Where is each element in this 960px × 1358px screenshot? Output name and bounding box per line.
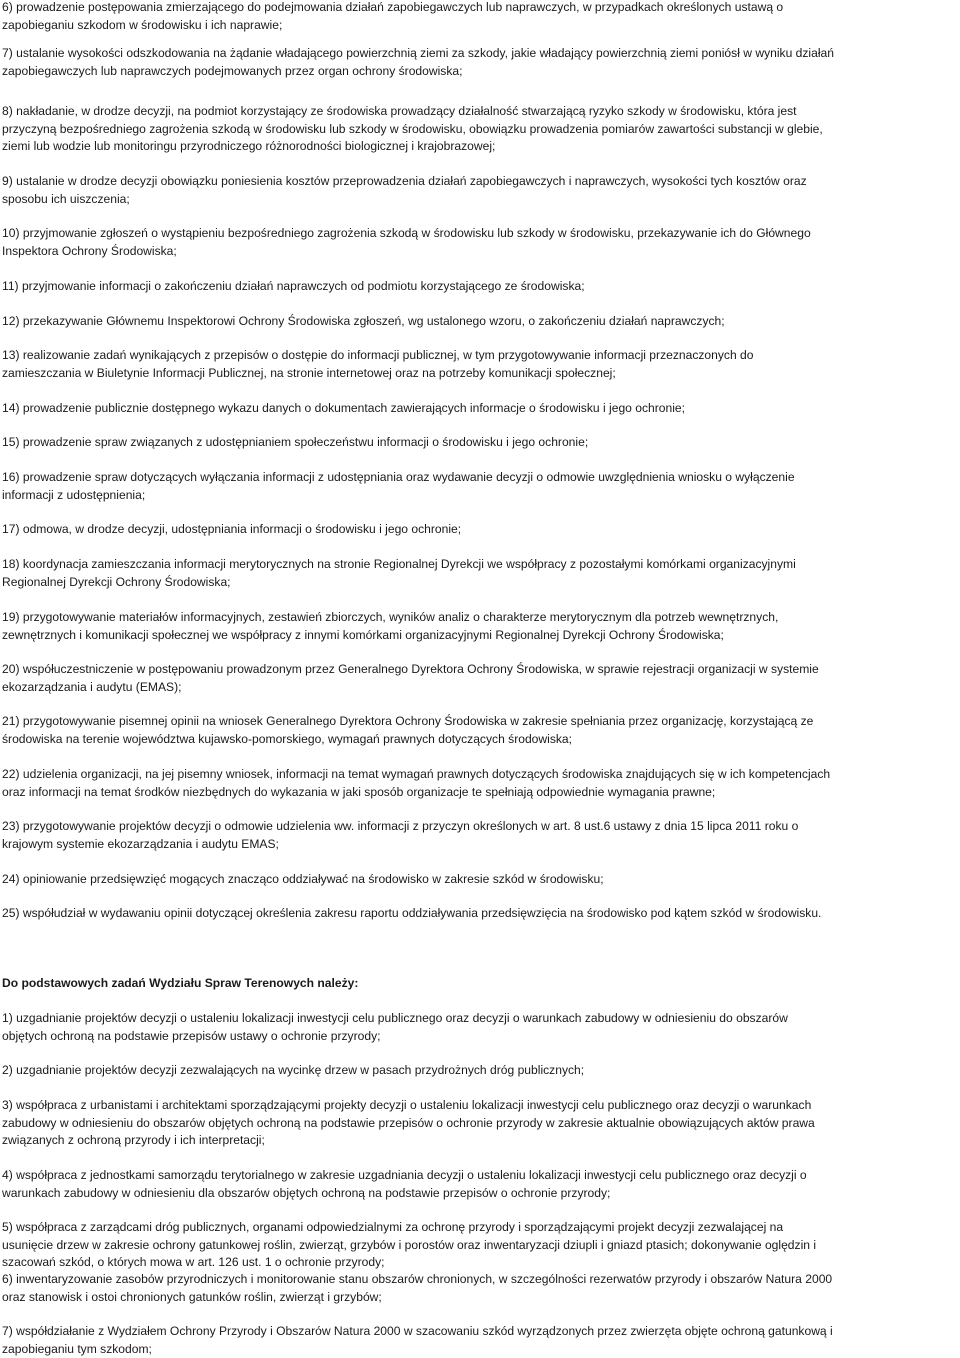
text-line: ekozarządzania i audytu (EMAS);: [2, 679, 182, 694]
list-item-6b: [2, 1271, 958, 1306]
list-item-10: [2, 225, 958, 260]
text-line: 25) współudział w wydawaniu opinii dotyczącej określenia zakresu raportu oddziaływania przedsięwzięcia na środowisko pod kątem szkód w środowisku.: [2, 906, 822, 920]
heading-text: Do podstawowych zadań Wydziału Spraw Terenowych należy:: [2, 976, 359, 990]
text-line: 22) udzielenia organizacji, na jej pisemny wniosek, informacji na temat wymagań prawnych dotyczących środowiska znajdujących się w ich kompetencjach: [2, 767, 831, 781]
text-line: 18) koordynacja zamieszczania informacji merytorycznych na stronie Regionalnej Dyrekcji we współpracy z pozostałymi komórkami organizacyjnymi: [2, 557, 796, 571]
text-line: 6) inwentaryzowanie zasobów przyrodniczych i monitorowanie stanu obszarów chronionych, w szczególności rezerwatów przyrody i obszarów Natura 2000: [2, 1272, 833, 1286]
text-line: przyczyną bezpośredniego zagrożenia szkodą w środowisku lub szkody w środowisku, obowiązku prowadzenia pomiarów zawartości substancji w glebie,: [2, 121, 823, 136]
text-line: 1) uzgadnianie projektów decyzji o ustaleniu lokalizacji inwestycji celu publicznego oraz decyzji o warunkach zabudowy w odniesieniu do obszarów: [2, 1011, 788, 1025]
text-line: 5) współpraca z zarządcami dróg publicznych, organami odpowiedzialnymi za ochronę przyrody i sporządzającymi projekt decyzji zezwalającej na: [2, 1220, 784, 1234]
text-line: krajowym systemie ekozarządzania i audytu EMAS;: [2, 836, 279, 851]
list-item-4: [2, 1167, 958, 1202]
text-line: 11) przyjmowanie informacji o zakończeniu działań naprawczych od podmiotu korzystającego ze środowiska;: [2, 279, 585, 293]
text-line: zapobieganiu szkodom w środowisku i ich naprawie;: [2, 17, 283, 32]
list-item-15: [2, 434, 958, 452]
text-line: 20) współuczestniczenie w postępowaniu prowadzonym przez Generalnego Dyrektora Ochrony Środowiska, w sprawie rejestracji organizacji w systemie: [2, 662, 819, 676]
list-item-8: [2, 103, 958, 156]
text-line: 12) przekazywanie Głównemu Inspektorowi Ochrony Środowiska zgłoszeń, wg ustalonego wzoru, o zakończeniu działań naprawczych;: [2, 314, 725, 328]
list-item-24: [2, 871, 958, 889]
text-line: informacji z udostępnienia;: [2, 487, 146, 502]
text-line: zabudowy w odniesieniu do obszarów objętych ochroną na podstawie przepisów o ochronie przyrody w zakresie aktualnie obowiązujących aktów prawa: [2, 1115, 815, 1130]
text-line: 3) współpraca z urbanistami i architektami sporządzającymi projekty decyzji o ustaleniu lokalizacji inwestycji celu publicznego oraz decyzji o warunkach: [2, 1098, 812, 1112]
section-heading: [2, 975, 958, 993]
list-item-2: [2, 1062, 958, 1080]
text-line: oraz informacji na temat środków niezbędnych do wykazania w jaki sposób organizacje te spełniają odpowiednie wymagania prawne;: [2, 784, 716, 799]
list-item-1: [2, 1010, 958, 1045]
text-line: 15) prowadzenie spraw związanych z udostępnianiem społeczeństwu informacji o środowisku i jego ochronie;: [2, 435, 589, 449]
text-line: sposobu ich uiszczenia;: [2, 191, 130, 206]
text-line: oraz stanowisk i ostoi chronionych gatunków roślin, zwierząt i grzybów;: [2, 1289, 382, 1304]
text-line: ziemi lub wodzie lub monitoringu przyrodniczego różnorodności biologicznej i krajobrazowej;: [2, 139, 496, 153]
text-line: 8) nakładanie, w drodze decyzji, na podmiot korzystający ze środowiska prowadzący działalność stwarzającą ryzyko szkody w środowisku, która jest: [2, 104, 797, 118]
list-item-23: [2, 818, 958, 853]
list-item-19: [2, 609, 958, 644]
text-line: 4) współpraca z jednostkami samorządu terytorialnego w zakresie uzgadniania decyzji o ustaleniu lokalizacji inwestycji celu publicznego oraz decyzji o: [2, 1168, 807, 1182]
text-line: 2) uzgadnianie projektów decyzji zezwalających na wycinkę drzew w pasach przydrożnych dróg publicznych;: [2, 1063, 585, 1077]
list-item-7: [2, 45, 958, 80]
document-page: [2, 0, 958, 1358]
list-item-17: [2, 521, 958, 539]
text-line: objętych ochroną na podstawie przepisów ustawy o ochronie przyrody;: [2, 1028, 381, 1043]
list-item-16: [2, 469, 958, 504]
list-item-11: [2, 278, 958, 296]
text-line: 23) przygotowywanie projektów decyzji o odmowie udzielenia ww. informacji z przyczyn określonych w art. 8 ust.6 ustawy z dnia 15 lipca 2011 roku o: [2, 819, 799, 833]
list-item-12: [2, 313, 958, 331]
text-line: szacowań szkód, o których mowa w art. 126 ust. 1 o ochronie przyrody;: [2, 1255, 385, 1269]
list-item-14: [2, 400, 958, 418]
text-line: 14) prowadzenie publicznie dostępnego wykazu danych o dokumentach zawierających informacje o środowisku i jego ochronie;: [2, 401, 686, 415]
text-line: 21) przygotowywanie pisemnej opinii na wniosek Generalnego Dyrektora Ochrony Środowiska w zakresie spełniania przez organizację, korzystającą ze: [2, 714, 814, 728]
text-line: związanych z ochroną przyrody i ich interpretacji;: [2, 1133, 265, 1147]
text-line: zamieszczania w Biuletynie Informacji Publicznej, na stronie internetowej oraz na potrzeby komunikacji społecznej;: [2, 365, 616, 380]
text-line: 6) prowadzenie postępowania zmierzającego do podejmowania działań zapobiegawczych lub naprawczych, w przypadkach określonych ustawą o: [2, 0, 784, 14]
text-line: środowiska na terenie województwa kujawsko-pomorskiego, wymagań prawnych dotyczących środowiska;: [2, 731, 573, 746]
list-item-3: [2, 1097, 958, 1150]
list-item-22: [2, 766, 958, 801]
text-line: 17) odmowa, w drodze decyzji, udostępniania informacji o środowisku i jego ochronie;: [2, 522, 462, 536]
text-line: 7) ustalanie wysokości odszkodowania na żądanie władającego powierzchnią ziemi za szkody, jakie władający powierzchnią ziemi poniósł w wyniku działań: [2, 46, 834, 60]
list-item-13: [2, 347, 958, 382]
list-item-21: [2, 713, 958, 748]
text-line: zapobiegawczych lub naprawczych podejmowanych przez organ ochrony środowiska;: [2, 63, 463, 78]
list-item-18: [2, 556, 958, 591]
text-line: warunkach zabudowy w odniesieniu dla obszarów objętych ochroną na podstawie przepisów o ochronie przyrody;: [2, 1185, 611, 1200]
text-line: 13) realizowanie zadań wynikających z przepisów o dostępie do informacji publicznej, w tym przygotowywanie informacji przeznaczonych do: [2, 348, 754, 362]
text-line: usunięcie drzew w zakresie ochrony gatunkowej roślin, zwierząt, grzybów i porostów oraz inwentaryzacji dziupli i gniazd ptasich; dokonywanie oględzin i: [2, 1237, 817, 1252]
list-item-20: [2, 661, 958, 696]
list-item-5: [2, 1219, 958, 1272]
list-item-9: [2, 173, 958, 208]
text-line: 19) przygotowywanie materiałów informacyjnych, zestawień zbiorczych, wyników analiz o charakterze merytorycznym dla potrzeb wewnętrznych,: [2, 610, 779, 624]
list-item-7b: [2, 1323, 958, 1358]
text-line: 10) przyjmowanie zgłoszeń o wystąpieniu bezpośredniego zagrożenia szkodą w środowisku lub szkody w środowisku, przekazywanie ich do Głównego: [2, 226, 811, 240]
text-line: Regionalnej Dyrekcji Ochrony Środowiska;: [2, 574, 231, 589]
text-line: zewnętrznych i komunikacji społecznej we współpracy z innymi komórkami organizacyjnymi Regionalnej Dyrekcji Ochrony Środowiska;: [2, 627, 724, 642]
list-item-6: [2, 0, 958, 34]
text-line: Inspektora Ochrony Środowiska;: [2, 243, 177, 258]
list-item-25: [2, 905, 958, 923]
text-line: 7) współdziałanie z Wydziałem Ochrony Przyrody i Obszarów Natura 2000 w szacowaniu szkód wyrządzonych przez zwierzęta objęte ochroną gatunkową i: [2, 1324, 833, 1338]
text-line: 24) opiniowanie przedsięwzięć mogących znacząco oddziaływać na środowisko w zakresie szkód w środowisku;: [2, 872, 604, 886]
text-line: 16) prowadzenie spraw dotyczących wyłączania informacji z udostępniania oraz wydawanie decyzji o odmowie uwzględnienia wniosku o wyłączenie: [2, 470, 795, 484]
text-line: zapobieganiu tym szkodom;: [2, 1341, 152, 1356]
text-line: 9) ustalanie w drodze decyzji obowiązku poniesienia kosztów przeprowadzenia działań zapobiegawczych i naprawczych, wysokości tych kosztów oraz: [2, 174, 807, 188]
